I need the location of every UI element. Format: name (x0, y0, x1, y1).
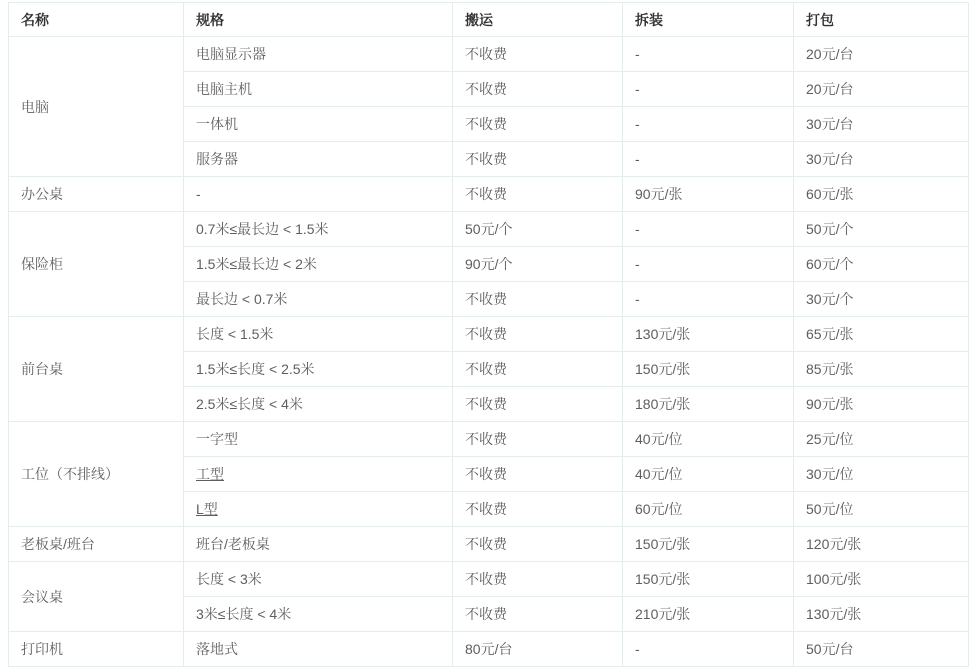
spec-cell: 3米≤长度 < 4米 (184, 597, 453, 632)
table-row (9, 562, 969, 597)
packing-fee-cell: 120元/张 (794, 527, 969, 562)
col-header-moving: 搬运 (453, 3, 623, 37)
disassembly-fee-cell: - (623, 212, 794, 247)
disassembly-fee-cell: - (623, 247, 794, 282)
disassembly-fee-cell: 180元/张 (623, 387, 794, 422)
disassembly-fee-cell: 150元/张 (623, 562, 794, 597)
moving-fee-cell: 不收费 (453, 282, 623, 317)
spec-cell: 服务器 (184, 142, 453, 177)
moving-price-table (8, 2, 969, 667)
moving-fee-cell: 不收费 (453, 597, 623, 632)
spec-cell: 0.7米≤最长边 < 1.5米 (184, 212, 453, 247)
category-cell: 工位（不排线） (9, 422, 184, 527)
category-cell: 会议桌 (9, 562, 184, 632)
moving-fee-cell: 不收费 (453, 492, 623, 527)
category-cell: 前台桌 (9, 317, 184, 422)
table-body (9, 37, 969, 667)
disassembly-fee-cell: 150元/张 (623, 527, 794, 562)
packing-fee-cell: 130元/张 (794, 597, 969, 632)
packing-fee-cell: 100元/张 (794, 562, 969, 597)
header-row (9, 3, 969, 37)
disassembly-fee-cell: - (623, 72, 794, 107)
category-cell: 老板桌/班台 (9, 527, 184, 562)
packing-fee-cell: 20元/台 (794, 72, 969, 107)
packing-fee-cell: 50元/台 (794, 632, 969, 667)
col-header-spec: 规格 (184, 3, 453, 37)
packing-fee-cell: 25元/位 (794, 422, 969, 457)
packing-fee-cell: 60元/张 (794, 177, 969, 212)
table-row (9, 177, 969, 212)
table-row (9, 632, 969, 667)
spec-cell: 工型 (184, 457, 453, 492)
disassembly-fee-cell: - (623, 282, 794, 317)
disassembly-fee-cell: - (623, 142, 794, 177)
disassembly-fee-cell: 130元/张 (623, 317, 794, 352)
category-cell: 办公桌 (9, 177, 184, 212)
disassembly-fee-cell: 40元/位 (623, 422, 794, 457)
packing-fee-cell: 60元/个 (794, 247, 969, 282)
col-header-packing: 打包 (794, 3, 969, 37)
table-row (9, 422, 969, 457)
col-header-name: 名称 (9, 3, 184, 37)
table-row (9, 212, 969, 247)
spec-cell: 一体机 (184, 107, 453, 142)
spec-cell: 班台/老板桌 (184, 527, 453, 562)
spec-cell: - (184, 177, 453, 212)
category-cell: 打印机 (9, 632, 184, 667)
spec-cell: 长度 < 1.5米 (184, 317, 453, 352)
col-header-disassembly: 拆装 (623, 3, 794, 37)
disassembly-fee-cell: 60元/位 (623, 492, 794, 527)
packing-fee-cell: 50元/位 (794, 492, 969, 527)
spec-cell: 一字型 (184, 422, 453, 457)
table-header (9, 3, 969, 37)
spec-cell: 电脑主机 (184, 72, 453, 107)
moving-fee-cell: 不收费 (453, 142, 623, 177)
spec-cell: 长度 < 3米 (184, 562, 453, 597)
moving-fee-cell: 不收费 (453, 562, 623, 597)
disassembly-fee-cell: 90元/张 (623, 177, 794, 212)
spec-cell: 最长边 < 0.7米 (184, 282, 453, 317)
moving-fee-cell: 80元/台 (453, 632, 623, 667)
category-cell: 电脑 (9, 37, 184, 177)
moving-fee-cell: 不收费 (453, 352, 623, 387)
moving-fee-cell: 不收费 (453, 37, 623, 72)
table-row (9, 37, 969, 72)
category-cell: 保险柜 (9, 212, 184, 317)
moving-fee-cell: 不收费 (453, 107, 623, 142)
spec-cell: 电脑显示器 (184, 37, 453, 72)
packing-fee-cell: 30元/个 (794, 282, 969, 317)
disassembly-fee-cell: - (623, 37, 794, 72)
table-row (9, 527, 969, 562)
moving-fee-cell: 不收费 (453, 457, 623, 492)
moving-fee-cell: 不收费 (453, 72, 623, 107)
packing-fee-cell: 30元/台 (794, 107, 969, 142)
spec-cell: 1.5米≤最长边 < 2米 (184, 247, 453, 282)
moving-fee-cell: 不收费 (453, 422, 623, 457)
packing-fee-cell: 50元/个 (794, 212, 969, 247)
moving-fee-cell: 不收费 (453, 317, 623, 352)
spec-cell: L型 (184, 492, 453, 527)
disassembly-fee-cell: 210元/张 (623, 597, 794, 632)
moving-fee-cell: 不收费 (453, 387, 623, 422)
spec-cell: 1.5米≤长度 < 2.5米 (184, 352, 453, 387)
spec-cell: 落地式 (184, 632, 453, 667)
disassembly-fee-cell: 40元/位 (623, 457, 794, 492)
moving-fee-cell: 90元/个 (453, 247, 623, 282)
moving-fee-cell: 50元/个 (453, 212, 623, 247)
packing-fee-cell: 20元/台 (794, 37, 969, 72)
moving-fee-cell: 不收费 (453, 527, 623, 562)
packing-fee-cell: 30元/位 (794, 457, 969, 492)
spec-cell: 2.5米≤长度 < 4米 (184, 387, 453, 422)
disassembly-fee-cell: - (623, 107, 794, 142)
packing-fee-cell: 65元/张 (794, 317, 969, 352)
table-row (9, 317, 969, 352)
packing-fee-cell: 30元/台 (794, 142, 969, 177)
moving-fee-cell: 不收费 (453, 177, 623, 212)
packing-fee-cell: 85元/张 (794, 352, 969, 387)
disassembly-fee-cell: - (623, 632, 794, 667)
packing-fee-cell: 90元/张 (794, 387, 969, 422)
disassembly-fee-cell: 150元/张 (623, 352, 794, 387)
